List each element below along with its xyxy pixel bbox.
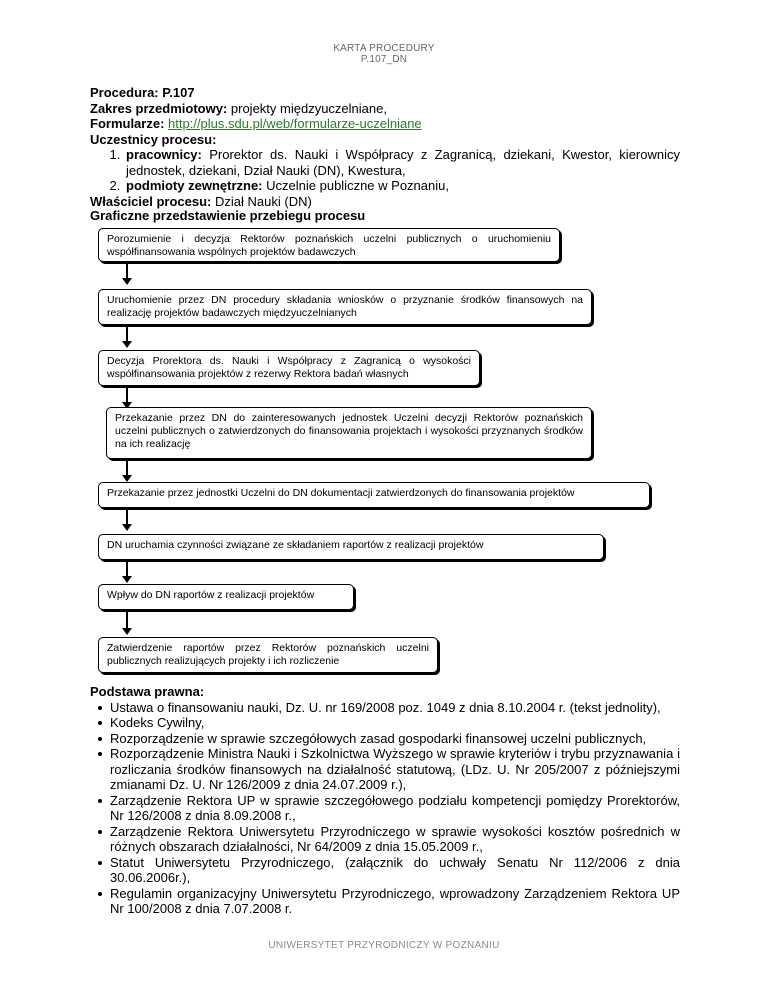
forms-label: Formularze: <box>90 116 165 131</box>
flow-step: Decyzja Prorektora ds. Nauki i Współpracy z Zagranicą o wysokości współfinansowania projektów z rezerwy Rektora badań własnych <box>98 350 480 386</box>
flow-arrow <box>122 263 132 285</box>
legal-item: Ustawa o finansowaniu nauki, Dz. U. nr 169/2008 poz. 1049 z dnia 8.10.2004 r. (tekst jednolity), <box>110 700 680 716</box>
legal-item: Rozporządzenie w sprawie szczegółowych zasad gospodarki finansowej uczelni publicznych, <box>110 731 680 747</box>
flow-arrow <box>122 387 132 409</box>
procedure-metadata <box>90 85 680 209</box>
flow-step: DN uruchamia czynności związane ze składaniem raportów z realizacji projektów <box>98 534 604 560</box>
participants-row <box>90 132 680 148</box>
participant-text: Uczelnie publiczne w Poznaniu, <box>266 178 449 193</box>
header-code: P.107_DN <box>360 54 408 65</box>
legal-title: Podstawa prawna: <box>90 684 205 699</box>
footer: UNIWERSYTET PRZYRODNICZY W POZNANIU <box>268 940 500 951</box>
participant-label: podmioty zewnętrzne: <box>126 178 263 193</box>
flow-arrow <box>122 611 132 635</box>
legal-item: Statut Uniwersytetu Przyrodniczego, (załącznik do uchwały Senatu Nr 112/2006 z dnia 30.06.2006r.), <box>110 854 680 885</box>
procedure-label: Procedura: <box>90 85 159 100</box>
legal-item: Rozporządzenie Ministra Nauki i Szkolnictwa Wyższego w sprawie kryteriów i trybu przyznawania i rozliczania środków finansowych na działalność statutową, (LDz. U. Nr 205/2007 z późniejszymi zmianami Dz. U. Nr 126/2009 z dnia 24.07.2009 r.), <box>110 746 680 792</box>
participant-label: pracownicy: <box>126 147 202 162</box>
flow-arrow <box>122 509 132 531</box>
legal-item: Zarządzenie Rektora Uniwersytetu Przyrodniczego w sprawie wysokości kosztów pośrednich w różnych obszarach działalności, Nr 64/2009 z dnia 15.05.2009 r., <box>110 823 680 854</box>
owner-value: Dział Nauki (DN) <box>215 193 312 209</box>
forms-link[interactable]: http://plus.sdu.pl/web/formularze-uczelniane <box>168 116 422 131</box>
legal-item: Kodeks Cywilny, <box>110 715 680 731</box>
scope-row <box>90 101 680 117</box>
forms-row <box>90 116 680 132</box>
participants-label: Uczestnicy procesu: <box>90 131 217 147</box>
procedure-row <box>90 85 680 101</box>
legal-item: Zarządzenie Rektora UP w sprawie szczegółowego podziału kompetencji pomiędzy Prorektorów, Nr 126/2008 z dnia 8.09.2008 r., <box>110 792 680 823</box>
scope-value: projekty międzyuczelniane, <box>230 100 387 116</box>
owner-row <box>90 194 680 210</box>
flow-arrow <box>122 561 132 583</box>
owner-label: Właściciel procesu: <box>90 193 212 209</box>
procedure-value: P.107 <box>162 85 195 100</box>
flow-step: Przekazanie przez DN do zainteresowanych jednostek Uczelni decyzji Rektorów poznańskich uczelni publicznych o zatwierdzonych do finansowania projektach i wysokości przyznanych środków na ich realizację <box>106 407 592 459</box>
section-title: Graficzne przedstawienie przebiegu procesu <box>90 208 366 223</box>
flow-arrow <box>122 460 132 482</box>
legal-item: Regulamin organizacyjny Uniwersytetu Przyrodniczego, wprowadzony Zarządzeniem Rektora UP Nr 100/2008 z dnia 7.07.2008 r. <box>110 885 680 916</box>
participants-list <box>90 147 680 194</box>
flow-step: Zatwierdzenie raportów przez Rektorów poznańskich uczelni publicznych realizujących projekty i ich rozliczenie <box>98 637 438 673</box>
flow-arrow <box>122 326 132 348</box>
participant-text: Prorektor ds. Nauki i Współpracy z Zagranicą, dziekani, Kwestor, kierownicy jednostek, dziekani, Dział Nauki (DN), Kwestura, <box>126 147 680 178</box>
participant-item <box>124 178 680 194</box>
header-title: KARTA PROCEDURY <box>333 43 435 54</box>
legal-list <box>90 700 680 917</box>
flow-step: Wpływ do DN raportów z realizacji projektów <box>98 584 354 610</box>
flow-step: Porozumienie i decyzja Rektorów poznańskich uczelni publicznych o uruchomieniu współfinansowania wspólnych projektów badawczych <box>98 228 560 262</box>
flow-step: Przekazanie przez jednostki Uczelni do DN dokumentacji zatwierdzonych do finansowania projektów <box>98 482 650 508</box>
scope-label: Zakres przedmiotowy: <box>90 100 228 116</box>
flow-step: Uruchomienie przez DN procedury składania wniosków o przyznanie środków finansowych na realizację projektów badawczych międzyuczelnianych <box>98 289 592 325</box>
participant-item <box>124 147 680 178</box>
legal-basis <box>90 684 680 917</box>
